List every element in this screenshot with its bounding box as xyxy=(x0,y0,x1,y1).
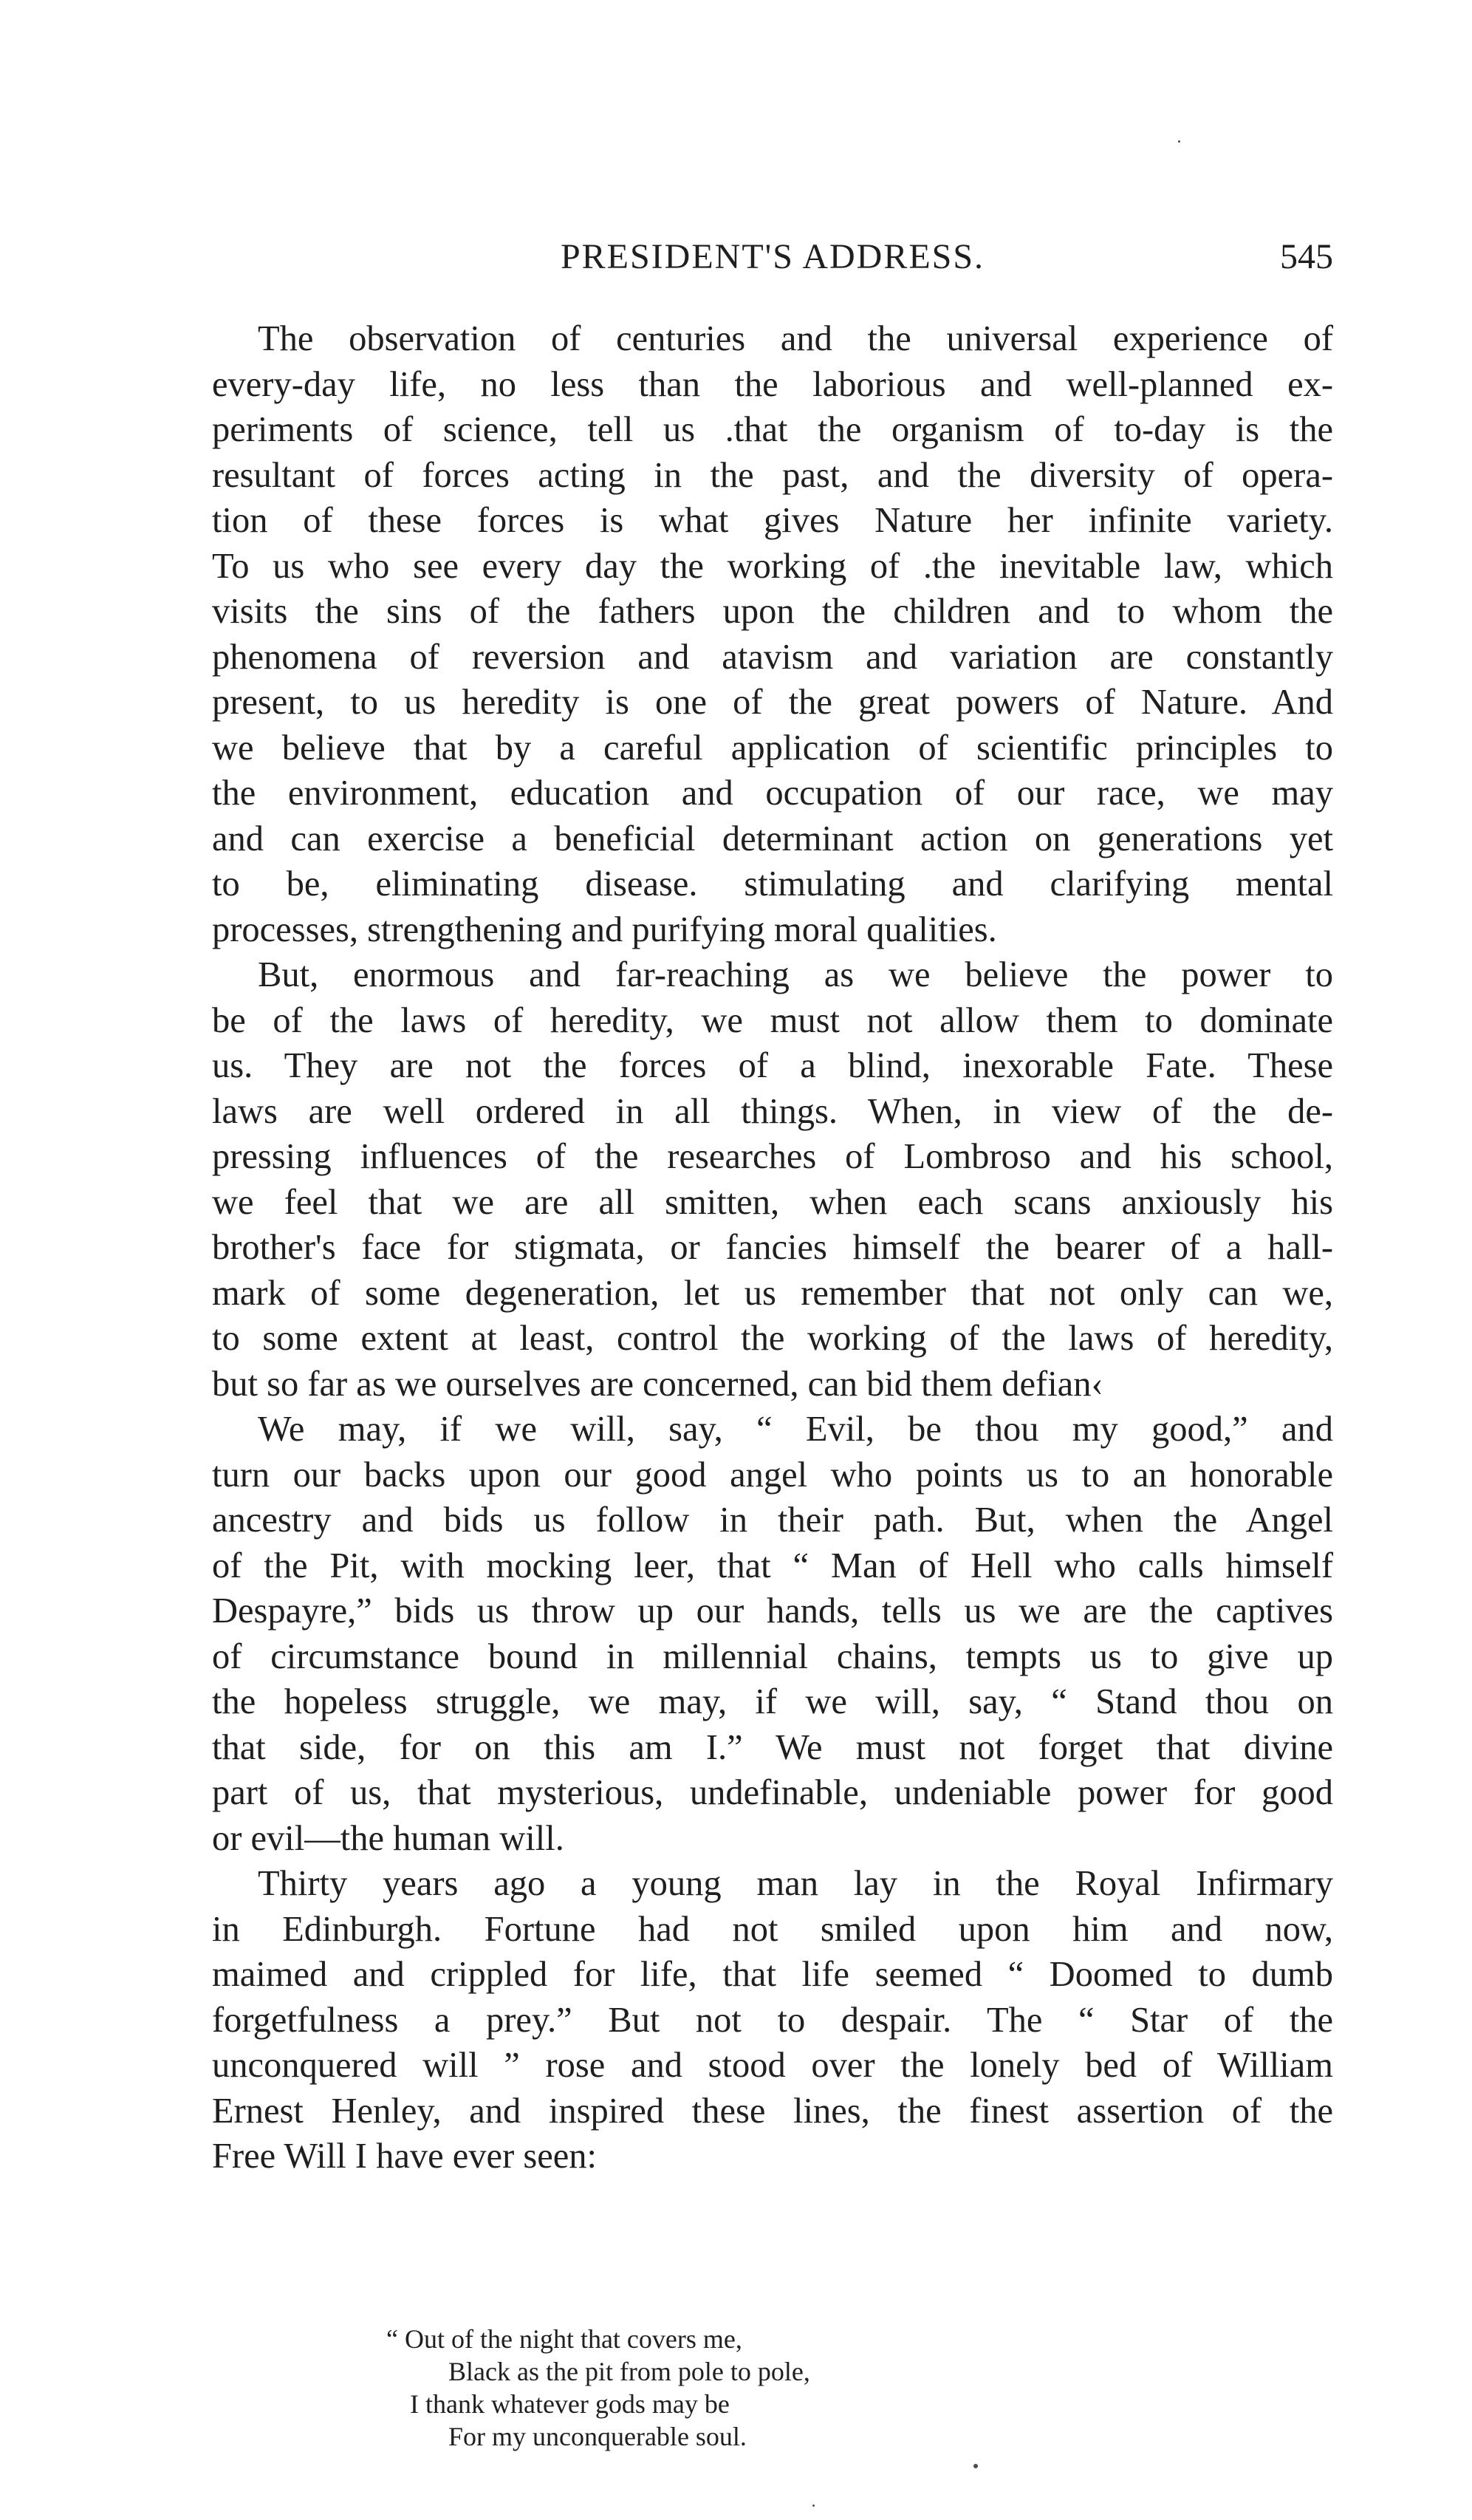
text-line: pressing influences of the researches of Lombroso and his school, xyxy=(212,1137,1333,1176)
text-line: laws are well ordered in all things. When, in view of the de- xyxy=(212,1091,1333,1131)
text-line: of the Pit, with mocking leer, that “ Man of Hell who calls himself xyxy=(212,1546,1333,1585)
text-line: phenomena of reversion and atavism and variation are constantly xyxy=(212,637,1333,677)
verse-line: I thank whatever gods may be xyxy=(410,2389,730,2419)
text-line: To us who see every day the working of .the inevitable law, which xyxy=(212,546,1333,586)
text-line: us. They are not the forces of a blind, inexorable Fate. These xyxy=(212,1046,1333,1085)
verse-line: Black as the pit from pole to pole, xyxy=(448,2357,810,2386)
text-line: visits the sins of the fathers upon the children and to whom the xyxy=(212,592,1333,631)
text-line: But, enormous and far-reaching as we believe the power to xyxy=(258,955,1333,994)
text-line: every-day life, no less than the laborious and well-planned ex- xyxy=(212,364,1333,404)
paragraph-2 xyxy=(212,952,1333,1407)
text-line: of circumstance bound in millennial chains, tempts us to give up xyxy=(212,1636,1333,1676)
page-number: 545 xyxy=(1280,237,1333,276)
text-line: we believe that by a careful application of scientific principles to xyxy=(212,728,1333,768)
text-line: forgetfulness a prey.” But not to despair. The “ Star of the xyxy=(212,2000,1333,2040)
verse-line: “ Out of the night that covers me, xyxy=(386,2324,742,2354)
text-line: in Edinburgh. Fortune had not smiled upon him and now, xyxy=(212,1909,1333,1949)
text-line: part of us, that mysterious, undefinable, undeniable power for good xyxy=(212,1773,1333,1812)
text-line: maimed and crippled for life, that life seemed “ Doomed to dumb xyxy=(212,1955,1333,1994)
text-line: Thirty years ago a young man lay in the Royal Infirmary xyxy=(258,1864,1333,1903)
text-line: be of the laws of heredity, we must not allow them to dominate xyxy=(212,1000,1333,1040)
text-line: the hopeless struggle, we may, if we will, say, “ Stand thou on xyxy=(212,1682,1333,1721)
page-header xyxy=(212,235,1333,279)
text-line: that side, for on this am I.” We must not forget that divine xyxy=(212,1727,1333,1767)
text-line: turn our backs upon our good angel who points us to an honorable xyxy=(212,1455,1333,1495)
body-text xyxy=(212,316,1333,2179)
text-line: but so far as we ourselves are concerned, can bid them defian‹ xyxy=(212,1364,1103,1404)
ink-speck xyxy=(1178,140,1180,143)
text-line: present, to us heredity is one of the great powers of Nature. And xyxy=(212,683,1333,722)
text-line: ancestry and bids us follow in their path. But, when the Angel xyxy=(212,1500,1333,1540)
text-line: Free Will I have ever seen: xyxy=(212,2137,597,2176)
text-line: We may, if we will, say, “ Evil, be thou my good,” and xyxy=(258,1410,1333,1449)
text-line: processes, strengthening and purifying moral qualities. xyxy=(212,909,997,949)
verse-line: For my unconquerable soul. xyxy=(448,2422,747,2451)
text-line: Ernest Henley, and inspired these lines, the finest assertion of the xyxy=(212,2091,1333,2131)
text-line: tion of these forces is what gives Nature her infinite variety. xyxy=(212,501,1333,540)
text-line: or evil—the human will. xyxy=(212,1818,564,1858)
text-line: the environment, education and occupation of our race, we may xyxy=(212,774,1333,813)
text-line: periments of science, tell us .that the organism of to-day is the xyxy=(212,410,1333,449)
text-line: resultant of forces acting in the past, and the diversity of opera- xyxy=(212,455,1333,495)
text-line: to some extent at least, control the working of the laws of heredity, xyxy=(212,1319,1333,1358)
text-line: The observation of centuries and the universal experience of xyxy=(258,319,1333,358)
paragraph-3 xyxy=(212,1407,1333,1861)
text-line: unconquered will ” rose and stood over the lonely bed of William xyxy=(212,2046,1333,2085)
running-head: PRESIDENT'S ADDRESS. xyxy=(560,237,985,276)
text-line: and can exercise a beneficial determinant action on generations yet xyxy=(212,819,1333,858)
text-line: we feel that we are all smitten, when each scans anxiously his xyxy=(212,1182,1333,1222)
ink-speck xyxy=(973,2464,978,2468)
ink-speck xyxy=(812,2504,815,2507)
text-line: brother's face for stigmata, or fancies himself the bearer of a hall- xyxy=(212,1228,1333,1267)
paragraph-4 xyxy=(212,1861,1333,2179)
paragraph-1 xyxy=(212,316,1333,952)
text-line: to be, eliminating disease. stimulating and clarifying mental xyxy=(212,864,1333,904)
verse-quotation xyxy=(386,2323,1075,2453)
text-line: Despayre,” bids us throw up our hands, tells us we are the captives xyxy=(212,1591,1333,1631)
text-line: mark of some degeneration, let us remember that not only can we, xyxy=(212,1273,1333,1313)
